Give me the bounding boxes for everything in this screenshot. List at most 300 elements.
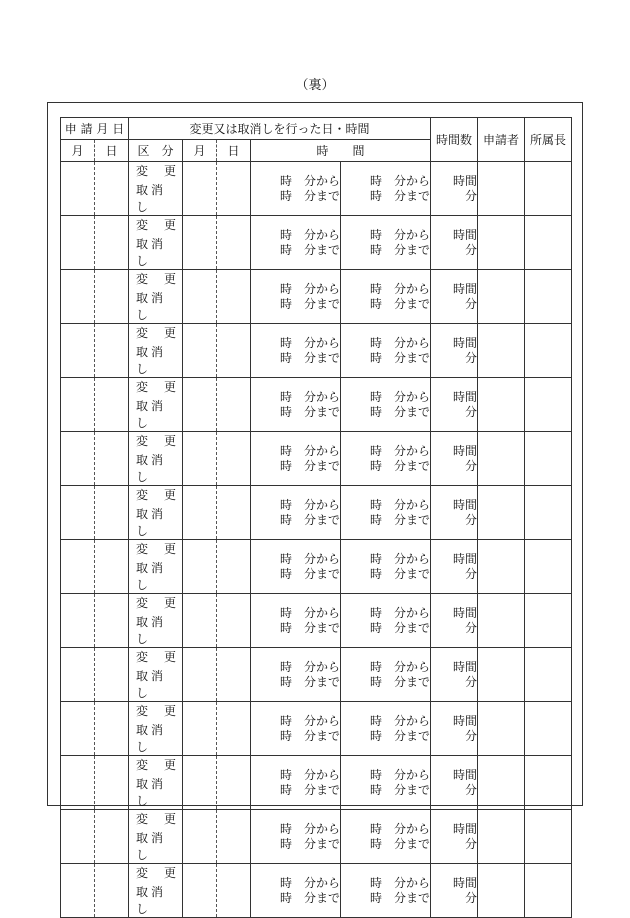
table-row <box>61 756 572 810</box>
hour-label: 時 <box>369 674 382 689</box>
cell-category <box>129 864 183 918</box>
cell-change-day[interactable] <box>217 756 251 810</box>
hour-label: 時 <box>279 497 292 512</box>
cell-category <box>129 594 183 648</box>
hour-label: 時 <box>279 566 292 581</box>
hour-label: 時 <box>279 674 292 689</box>
cell-start-time[interactable] <box>251 432 341 486</box>
hour-label: 時 <box>369 389 382 404</box>
cell-applicant[interactable] <box>478 432 525 486</box>
cell-end-time[interactable] <box>341 270 431 324</box>
page-title: （裏） <box>295 78 335 93</box>
change-char-1: 変 <box>136 164 149 178</box>
minutes-label: 分 <box>465 890 478 905</box>
table-row <box>61 540 572 594</box>
until-label: 分まで <box>304 728 341 743</box>
from-label: 分から <box>394 551 431 566</box>
until-label: 分まで <box>304 296 341 311</box>
hour-label: 時 <box>369 713 382 728</box>
hours-label: 時間 <box>453 551 478 566</box>
cell-application-day[interactable] <box>95 540 129 594</box>
category-change-label[interactable] <box>136 540 176 557</box>
change-char-2: 更 <box>164 434 177 448</box>
cell-change-month[interactable] <box>183 486 217 540</box>
cell-change-month[interactable] <box>183 324 217 378</box>
cell-department-head[interactable] <box>525 594 572 648</box>
cell-end-time[interactable] <box>341 378 431 432</box>
cell-application-month[interactable] <box>61 324 95 378</box>
change-char-2: 更 <box>164 596 177 610</box>
table-row <box>61 432 572 486</box>
category-change-label[interactable] <box>136 270 176 287</box>
cell-start-time[interactable] <box>251 594 341 648</box>
cell-applicant[interactable] <box>478 648 525 702</box>
hour-label: 時 <box>279 404 292 419</box>
until-label: 分まで <box>394 782 431 797</box>
from-label: 分から <box>394 767 431 782</box>
change-char-2: 更 <box>164 542 177 556</box>
hour-label: 時 <box>369 605 382 620</box>
cell-end-time[interactable] <box>341 216 431 270</box>
cell-change-day[interactable] <box>217 594 251 648</box>
cell-hours-count[interactable] <box>431 810 478 864</box>
table-row <box>61 270 572 324</box>
cell-application-day[interactable] <box>95 216 129 270</box>
hour-label: 時 <box>369 296 382 311</box>
hours-label: 時間 <box>453 713 478 728</box>
change-char-1: 変 <box>136 704 149 718</box>
table-row <box>61 324 572 378</box>
until-label: 分まで <box>304 242 341 257</box>
cell-hours-count[interactable] <box>431 864 478 918</box>
minutes-label: 分 <box>465 188 478 203</box>
category-change-label[interactable] <box>136 594 176 611</box>
cell-application-day[interactable] <box>95 378 129 432</box>
hour-label: 時 <box>369 620 382 635</box>
cell-end-time[interactable] <box>341 756 431 810</box>
cell-start-time[interactable] <box>251 648 341 702</box>
cell-hours-count[interactable] <box>431 270 478 324</box>
until-label: 分まで <box>394 242 431 257</box>
cell-start-time[interactable] <box>251 756 341 810</box>
hour-label: 時 <box>369 659 382 674</box>
cell-change-day[interactable] <box>217 378 251 432</box>
cell-application-month[interactable] <box>61 378 95 432</box>
until-label: 分まで <box>304 404 341 419</box>
hour-label: 時 <box>369 890 382 905</box>
minutes-label: 分 <box>465 404 478 419</box>
until-label: 分まで <box>304 350 341 365</box>
cell-change-month[interactable] <box>183 810 217 864</box>
cell-hours-count[interactable] <box>431 594 478 648</box>
hour-label: 時 <box>279 713 292 728</box>
cell-change-month[interactable] <box>183 540 217 594</box>
from-label: 分から <box>304 227 341 242</box>
hours-label: 時間 <box>453 497 478 512</box>
cell-start-time[interactable] <box>251 162 341 216</box>
cell-category <box>129 432 183 486</box>
table-row <box>61 864 572 918</box>
cell-end-time[interactable] <box>341 324 431 378</box>
cell-start-time[interactable] <box>251 486 341 540</box>
cell-application-day[interactable] <box>95 162 129 216</box>
header-department-head: 所属長 <box>525 118 572 162</box>
cell-application-day[interactable] <box>95 756 129 810</box>
hours-label: 時間 <box>453 281 478 296</box>
hour-label: 時 <box>279 890 292 905</box>
cell-start-time[interactable] <box>251 702 341 756</box>
cell-applicant[interactable] <box>478 810 525 864</box>
cell-change-month[interactable] <box>183 648 217 702</box>
cell-start-time[interactable] <box>251 324 341 378</box>
cell-end-time[interactable] <box>341 162 431 216</box>
header-change-day: 日 <box>217 140 251 162</box>
change-char-2: 更 <box>164 380 177 394</box>
cell-change-day[interactable] <box>217 810 251 864</box>
category-change-label[interactable] <box>136 648 176 665</box>
from-label: 分から <box>394 173 431 188</box>
cell-application-day[interactable] <box>95 810 129 864</box>
from-label: 分から <box>394 875 431 890</box>
until-label: 分まで <box>394 836 431 851</box>
category-cancel-label[interactable]: 取消し <box>136 831 167 862</box>
change-char-2: 更 <box>164 326 177 340</box>
cell-department-head[interactable] <box>525 432 572 486</box>
category-change-label[interactable] <box>136 162 176 179</box>
cell-applicant[interactable] <box>478 864 525 918</box>
cell-hours-count[interactable] <box>431 378 478 432</box>
cell-end-time[interactable] <box>341 702 431 756</box>
from-label: 分から <box>394 443 431 458</box>
cell-category <box>129 270 183 324</box>
from-label: 分から <box>394 389 431 404</box>
until-label: 分まで <box>394 674 431 689</box>
cell-change-month[interactable] <box>183 756 217 810</box>
cell-hours-count[interactable] <box>431 216 478 270</box>
table-row <box>61 648 572 702</box>
cell-application-day[interactable] <box>95 864 129 918</box>
hour-label: 時 <box>369 188 382 203</box>
cell-applicant[interactable] <box>478 216 525 270</box>
hour-label: 時 <box>369 821 382 836</box>
hour-label: 時 <box>279 389 292 404</box>
table-row <box>61 378 572 432</box>
minutes-label: 分 <box>465 566 478 581</box>
category-change-label[interactable] <box>136 378 176 395</box>
cell-application-day[interactable] <box>95 702 129 756</box>
cell-start-time[interactable] <box>251 810 341 864</box>
from-label: 分から <box>304 659 341 674</box>
hour-label: 時 <box>279 281 292 296</box>
cell-change-day[interactable] <box>217 324 251 378</box>
cell-hours-count[interactable] <box>431 702 478 756</box>
cell-hours-count[interactable] <box>431 486 478 540</box>
cell-department-head[interactable] <box>525 864 572 918</box>
cell-hours-count[interactable] <box>431 432 478 486</box>
hour-label: 時 <box>369 242 382 257</box>
minutes-label: 分 <box>465 242 478 257</box>
hour-label: 時 <box>279 227 292 242</box>
cell-applicant[interactable] <box>478 756 525 810</box>
header-change-cancel-date-time: 変更又は取消しを行った日・時間 <box>129 118 431 140</box>
cell-hours-count[interactable] <box>431 162 478 216</box>
cell-application-month[interactable] <box>61 162 95 216</box>
hour-label: 時 <box>279 836 292 851</box>
change-char-2: 更 <box>164 218 177 232</box>
from-label: 分から <box>304 551 341 566</box>
cell-department-head[interactable] <box>525 324 572 378</box>
minutes-label: 分 <box>465 728 478 743</box>
hour-label: 時 <box>279 335 292 350</box>
category-cancel-label[interactable]: 取消し <box>136 399 167 430</box>
hour-label: 時 <box>369 782 382 797</box>
from-label: 分から <box>394 713 431 728</box>
until-label: 分まで <box>304 782 341 797</box>
until-label: 分まで <box>394 188 431 203</box>
cell-start-time[interactable] <box>251 270 341 324</box>
cell-application-month[interactable] <box>61 648 95 702</box>
hour-label: 時 <box>279 458 292 473</box>
category-change-label[interactable] <box>136 216 176 233</box>
category-change-label[interactable] <box>136 702 176 719</box>
category-cancel-label[interactable]: 取消し <box>136 561 167 592</box>
minutes-label: 分 <box>465 458 478 473</box>
cell-department-head[interactable] <box>525 378 572 432</box>
cell-department-head[interactable] <box>525 216 572 270</box>
change-char-2: 更 <box>164 164 177 178</box>
until-label: 分まで <box>394 404 431 419</box>
header-hours-count: 時間数 <box>431 118 478 162</box>
table-row <box>61 162 572 216</box>
cell-application-month[interactable] <box>61 540 95 594</box>
hour-label: 時 <box>279 728 292 743</box>
category-change-label[interactable] <box>136 864 176 881</box>
hour-label: 時 <box>279 242 292 257</box>
cell-department-head[interactable] <box>525 810 572 864</box>
change-char-1: 変 <box>136 542 149 556</box>
minutes-label: 分 <box>465 674 478 689</box>
cell-department-head[interactable] <box>525 540 572 594</box>
table-row <box>61 216 572 270</box>
category-cancel-label[interactable]: 取消し <box>136 183 167 214</box>
hour-label: 時 <box>369 443 382 458</box>
from-label: 分から <box>304 821 341 836</box>
cell-change-day[interactable] <box>217 270 251 324</box>
change-char-1: 変 <box>136 434 149 448</box>
change-cancel-record-table <box>60 117 572 918</box>
category-cancel-label[interactable]: 取消し <box>136 453 167 484</box>
cell-application-month[interactable] <box>61 810 95 864</box>
cell-change-day[interactable] <box>217 432 251 486</box>
until-label: 分まで <box>304 890 341 905</box>
cell-category <box>129 378 183 432</box>
hour-label: 時 <box>369 404 382 419</box>
until-label: 分まで <box>394 566 431 581</box>
change-char-2: 更 <box>164 488 177 502</box>
from-label: 分から <box>304 281 341 296</box>
cell-applicant[interactable] <box>478 486 525 540</box>
category-cancel-label[interactable]: 取消し <box>136 291 167 322</box>
from-label: 分から <box>304 875 341 890</box>
cell-application-day[interactable] <box>95 594 129 648</box>
hour-label: 時 <box>369 350 382 365</box>
cell-applicant[interactable] <box>478 540 525 594</box>
hour-label: 時 <box>279 782 292 797</box>
cell-application-month[interactable] <box>61 432 95 486</box>
cell-change-month[interactable] <box>183 378 217 432</box>
cell-application-month[interactable] <box>61 702 95 756</box>
until-label: 分まで <box>304 188 341 203</box>
cell-application-month[interactable] <box>61 486 95 540</box>
cell-application-month[interactable] <box>61 216 95 270</box>
header-time: 時 間 <box>251 140 431 162</box>
cell-category <box>129 648 183 702</box>
change-char-1: 変 <box>136 812 149 826</box>
cell-application-month[interactable] <box>61 270 95 324</box>
cell-change-month[interactable] <box>183 864 217 918</box>
category-cancel-label[interactable]: 取消し <box>136 237 167 268</box>
hour-label: 時 <box>369 281 382 296</box>
change-char-1: 変 <box>136 596 149 610</box>
cell-application-day[interactable] <box>95 432 129 486</box>
cell-end-time[interactable] <box>341 648 431 702</box>
cell-change-day[interactable] <box>217 648 251 702</box>
cell-change-day[interactable] <box>217 486 251 540</box>
category-cancel-label[interactable]: 取消し <box>136 777 167 808</box>
cell-category <box>129 756 183 810</box>
category-cancel-label[interactable]: 取消し <box>136 669 167 700</box>
header-month: 月 <box>61 140 95 162</box>
cell-change-month[interactable] <box>183 162 217 216</box>
change-char-1: 変 <box>136 488 149 502</box>
cell-application-month[interactable] <box>61 594 95 648</box>
cell-start-time[interactable] <box>251 864 341 918</box>
hours-label: 時間 <box>453 173 478 188</box>
from-label: 分から <box>394 281 431 296</box>
change-char-2: 更 <box>164 704 177 718</box>
cell-hours-count[interactable] <box>431 756 478 810</box>
from-label: 分から <box>304 335 341 350</box>
cell-start-time[interactable] <box>251 216 341 270</box>
until-label: 分まで <box>394 350 431 365</box>
cell-change-day[interactable] <box>217 216 251 270</box>
cell-end-time[interactable] <box>341 810 431 864</box>
hours-label: 時間 <box>453 335 478 350</box>
cell-start-time[interactable] <box>251 378 341 432</box>
record-rows <box>61 162 572 918</box>
cell-change-month[interactable] <box>183 702 217 756</box>
cell-hours-count[interactable] <box>431 540 478 594</box>
cell-start-time[interactable] <box>251 540 341 594</box>
cell-application-day[interactable] <box>95 270 129 324</box>
category-cancel-label[interactable]: 取消し <box>136 885 167 916</box>
from-label: 分から <box>394 605 431 620</box>
cell-applicant[interactable] <box>478 324 525 378</box>
category-change-label[interactable] <box>136 432 176 449</box>
category-change-label[interactable] <box>136 810 176 827</box>
until-label: 分まで <box>394 458 431 473</box>
minutes-label: 分 <box>465 512 478 527</box>
hour-label: 時 <box>279 767 292 782</box>
cell-department-head[interactable] <box>525 702 572 756</box>
cell-change-day[interactable] <box>217 540 251 594</box>
table-row <box>61 810 572 864</box>
until-label: 分まで <box>394 890 431 905</box>
minutes-label: 分 <box>465 620 478 635</box>
category-change-label[interactable] <box>136 756 176 773</box>
cell-end-time[interactable] <box>341 864 431 918</box>
cell-hours-count[interactable] <box>431 324 478 378</box>
cell-end-time[interactable] <box>341 594 431 648</box>
cell-change-month[interactable] <box>183 270 217 324</box>
category-cancel-label[interactable]: 取消し <box>136 615 167 646</box>
hour-label: 時 <box>279 512 292 527</box>
cell-category <box>129 324 183 378</box>
until-label: 分まで <box>394 728 431 743</box>
cell-department-head[interactable] <box>525 162 572 216</box>
cell-end-time[interactable] <box>341 540 431 594</box>
cell-department-head[interactable] <box>525 648 572 702</box>
category-change-label[interactable] <box>136 324 176 341</box>
cell-applicant[interactable] <box>478 378 525 432</box>
cell-department-head[interactable] <box>525 486 572 540</box>
cell-hours-count[interactable] <box>431 648 478 702</box>
cell-application-day[interactable] <box>95 486 129 540</box>
hour-label: 時 <box>279 173 292 188</box>
until-label: 分まで <box>304 674 341 689</box>
cell-application-day[interactable] <box>95 648 129 702</box>
category-change-label[interactable] <box>136 486 176 503</box>
cell-application-day[interactable] <box>95 324 129 378</box>
hour-label: 時 <box>369 227 382 242</box>
cell-change-day[interactable] <box>217 162 251 216</box>
change-char-2: 更 <box>164 812 177 826</box>
until-label: 分まで <box>304 458 341 473</box>
from-label: 分から <box>394 659 431 674</box>
hours-label: 時間 <box>453 227 478 242</box>
category-cancel-label[interactable]: 取消し <box>136 723 167 754</box>
from-label: 分から <box>304 497 341 512</box>
cell-end-time[interactable] <box>341 486 431 540</box>
from-label: 分から <box>304 767 341 782</box>
cell-category <box>129 162 183 216</box>
header-change-month: 月 <box>183 140 217 162</box>
cell-applicant[interactable] <box>478 594 525 648</box>
cell-change-month[interactable] <box>183 594 217 648</box>
cell-applicant[interactable] <box>478 270 525 324</box>
category-cancel-label[interactable]: 取消し <box>136 345 167 376</box>
cell-application-month[interactable] <box>61 864 95 918</box>
cell-department-head[interactable] <box>525 270 572 324</box>
cell-end-time[interactable] <box>341 432 431 486</box>
from-label: 分から <box>394 335 431 350</box>
hour-label: 時 <box>369 497 382 512</box>
cell-change-month[interactable] <box>183 216 217 270</box>
cell-applicant[interactable] <box>478 162 525 216</box>
change-char-1: 変 <box>136 380 149 394</box>
until-label: 分まで <box>304 566 341 581</box>
cell-application-month[interactable] <box>61 756 95 810</box>
change-char-2: 更 <box>164 650 177 664</box>
cell-applicant[interactable] <box>478 702 525 756</box>
cell-change-day[interactable] <box>217 702 251 756</box>
cell-department-head[interactable] <box>525 756 572 810</box>
cell-change-day[interactable] <box>217 864 251 918</box>
until-label: 分まで <box>394 296 431 311</box>
from-label: 分から <box>394 821 431 836</box>
cell-change-month[interactable] <box>183 432 217 486</box>
category-cancel-label[interactable]: 取消し <box>136 507 167 538</box>
